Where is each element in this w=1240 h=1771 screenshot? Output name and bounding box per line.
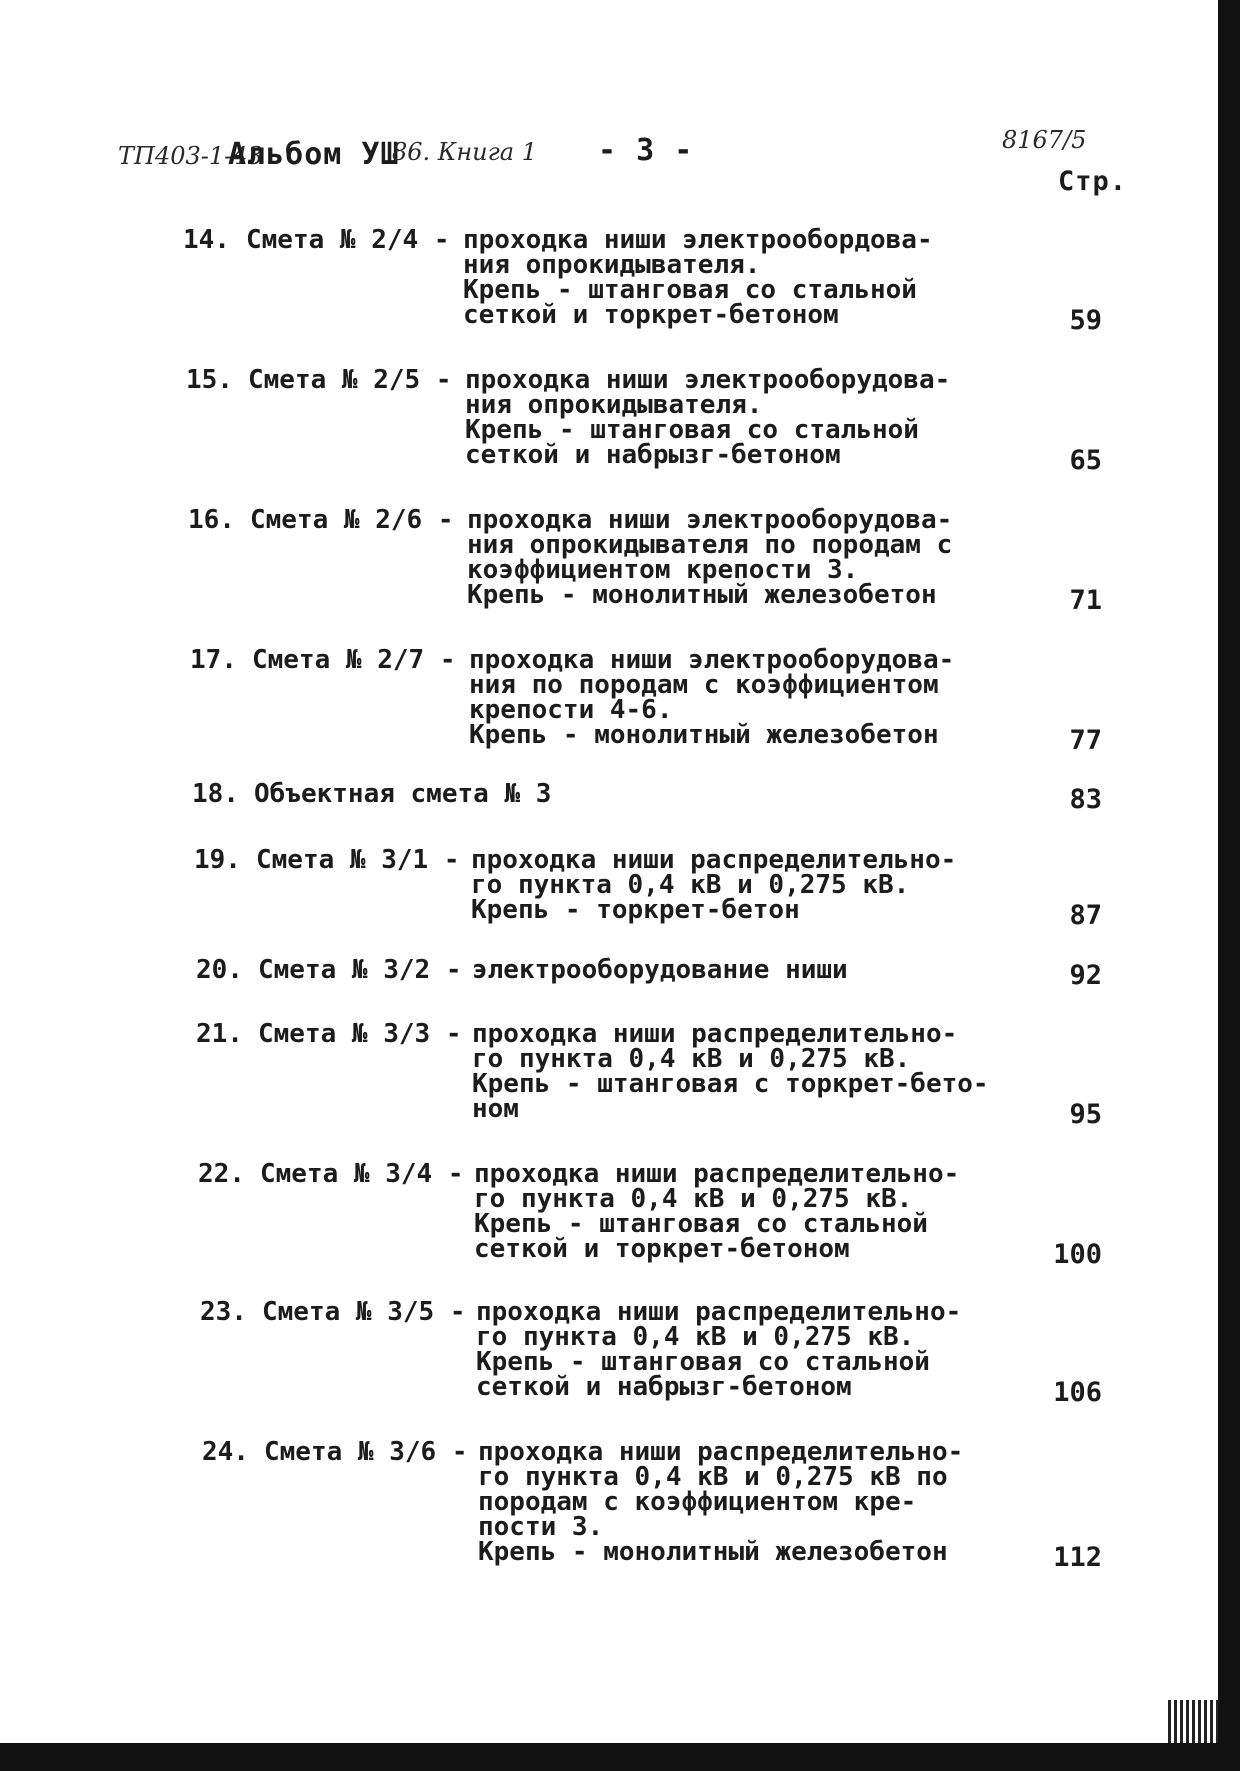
entry-label: Смета № 2/7 - (252, 645, 456, 675)
description-line: электрооборудование ниши (472, 955, 848, 985)
entry-number: 21. (196, 1019, 243, 1049)
entry-page-number: 112 (1053, 1542, 1102, 1573)
description-line: проходка ниши электрооборудова- (465, 365, 951, 395)
scan-corner (1168, 1700, 1218, 1743)
description-line: Крепь - штанговая со стальной (463, 275, 917, 305)
entry-description (472, 955, 848, 985)
page-column-label: Стр. (1058, 166, 1128, 197)
description-line: ния опрокидывателя по породам с (467, 530, 953, 560)
description-line: проходка ниши распределительно- (478, 1437, 964, 1467)
entry-number: 23. (200, 1297, 247, 1327)
entry-label: Смета № 3/4 - (260, 1159, 464, 1189)
description-line: ном (472, 1094, 519, 1124)
entry-label: Смета № 3/6 - (264, 1437, 468, 1467)
entry-label: Смета № 3/5 - (262, 1297, 466, 1327)
entry-description (467, 505, 953, 610)
description-line: проходка ниши электрооборудова- (467, 505, 953, 535)
description-line: Крепь - монолитный железобетон (467, 580, 937, 610)
description-line: проходка ниши распределительно- (474, 1159, 960, 1189)
entry-label: Смета № 2/6 - (250, 505, 454, 535)
description-line: го пункта 0,4 кВ и 0,275 кВ по (478, 1462, 948, 1492)
description-line: Крепь - монолитный железобетон (478, 1537, 948, 1567)
entry-page-number: 92 (1069, 960, 1102, 991)
entry-description (474, 1159, 960, 1264)
description-line: Крепь - штанговая со стальной (474, 1209, 928, 1239)
description-line: крепости 4-6. (469, 695, 673, 725)
entry-description (472, 1019, 989, 1124)
description-line: проходка ниши распределительно- (472, 1019, 958, 1049)
doc-code: ТП403-1-43 (118, 142, 263, 170)
description-line: Крепь - монолитный железобетон (469, 720, 939, 750)
description-line: го пункта 0,4 кВ и 0,275 кВ. (476, 1322, 915, 1352)
description-line: сеткой и набрызг-бетоном (476, 1372, 852, 1402)
description-line: породам с коэффициентом кре- (478, 1487, 917, 1517)
description-line: пости 3. (478, 1512, 604, 1542)
page-number: - 3 - (598, 133, 694, 168)
entry-description (469, 645, 955, 750)
description-line: сеткой и торкрет-бетоном (474, 1234, 850, 1264)
entry-page-number: 65 (1069, 445, 1102, 476)
description-line: ния опрокидывателя. (465, 390, 763, 420)
entry-description (471, 845, 957, 925)
description-line: сеткой и набрызг-бетоном (465, 440, 841, 470)
description-line: проходка ниши электрообордова- (463, 225, 933, 255)
scan-edge-right (1218, 0, 1240, 1771)
entry-number: 22. (198, 1159, 245, 1189)
entry-number: 20. (196, 955, 243, 985)
entry-page-number: 95 (1069, 1099, 1102, 1130)
description-line: ния опрокидывателя. (463, 250, 761, 280)
archive-number: 8167/5 (1002, 126, 1087, 154)
entry-label: Объектная смета № 3 (254, 779, 552, 809)
album-title: Альбом УШ (228, 137, 400, 172)
entry-page-number: 71 (1069, 585, 1102, 616)
entry-description (476, 1297, 962, 1402)
scan-edge-bottom (0, 1743, 1240, 1771)
entry-number: 18. (192, 779, 239, 809)
description-line: го пункта 0,4 кВ и 0,275 кВ. (474, 1184, 913, 1214)
entry-number: 14. (183, 225, 230, 255)
description-line: проходка ниши распределительно- (476, 1297, 962, 1327)
entry-number: 24. (202, 1437, 249, 1467)
entry-label: Смета № 2/5 - (248, 365, 452, 395)
entry-label: Смета № 3/3 - (258, 1019, 462, 1049)
entry-label: Смета № 3/1 - (256, 845, 460, 875)
entry-label: Смета № 2/4 - (246, 225, 450, 255)
description-line: сеткой и торкрет-бетоном (463, 300, 839, 330)
description-line: Крепь - штанговая со стальной (465, 415, 919, 445)
description-line: Крепь - штанговая со стальной (476, 1347, 930, 1377)
description-line: го пункта 0,4 кВ и 0,275 кВ. (471, 870, 910, 900)
description-line: ния по породам с коэффициентом (469, 670, 939, 700)
entry-page-number: 77 (1069, 725, 1102, 756)
entry-number: 16. (188, 505, 235, 535)
entry-description (478, 1437, 964, 1567)
entry-description (465, 365, 951, 470)
entry-page-number: 87 (1069, 900, 1102, 931)
description-line: проходка ниши электрооборудова- (469, 645, 955, 675)
description-line: коэффициентом крепости 3. (467, 555, 859, 585)
entry-number: 15. (186, 365, 233, 395)
entry-page-number: 106 (1053, 1377, 1102, 1408)
entry-page-number: 100 (1053, 1239, 1102, 1270)
entry-description (463, 225, 933, 330)
entry-number: 19. (194, 845, 241, 875)
description-line: Крепь - торкрет-бетон (471, 895, 800, 925)
entry-label: Смета № 3/2 - (258, 955, 462, 985)
entry-number: 17. (190, 645, 237, 675)
entry-page-number: 83 (1069, 784, 1102, 815)
entry-page-number: 59 (1069, 305, 1102, 336)
description-line: проходка ниши распределительно- (471, 845, 957, 875)
album-note: 86. Книга 1 (392, 138, 537, 166)
description-line: го пункта 0,4 кВ и 0,275 кВ. (472, 1044, 911, 1074)
description-line: Крепь - штанговая с торкрет-бето- (472, 1069, 989, 1099)
